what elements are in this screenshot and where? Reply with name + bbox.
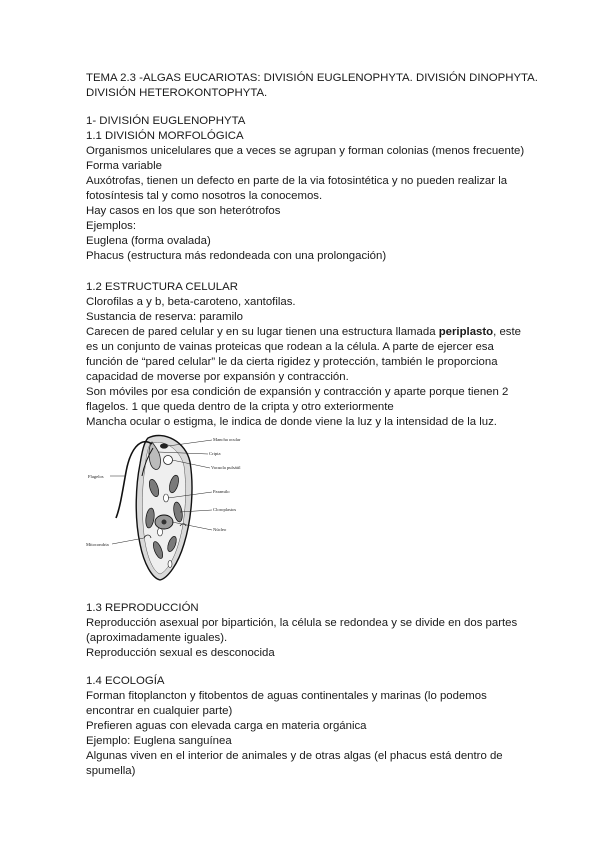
section-reproduccion	[86, 601, 526, 661]
paragraph-line: Forman fitoplancton y fitobentos de aguas continentales y marinas (lo podemos	[86, 690, 487, 702]
paragraph-line	[86, 325, 526, 340]
paragraph-line: (aproximadamente iguales).	[86, 632, 228, 644]
paragraph-line: es un conjunto de vainas proteicas que rodean a la célula. A parte de ejercer esa	[86, 341, 494, 353]
bold-term: periplasto	[438, 326, 494, 338]
label-nucleo: Núcleo	[213, 527, 227, 532]
paragraph-line: Ejemplo: Euglena sanguínea	[86, 735, 232, 747]
euglena-illustration	[86, 426, 264, 584]
subsection-heading: 1.2 ESTRUCTURA CELULAR	[86, 281, 238, 293]
paragraph-line: fotosíntesis tal y como nosotros la conocemos.	[86, 190, 323, 202]
paramilo	[168, 561, 172, 568]
paragraph-line: Sustancia de reserva: paramilo	[86, 311, 244, 323]
label-mancha-ocular: Mancha ocular	[213, 437, 241, 442]
section-ecologia	[86, 674, 526, 779]
paragraph-line: función de “pared celular” le da cierta rigidez y protección, también le proporciona	[86, 356, 498, 368]
subsection-heading: 1.4 ECOLOGÍA	[86, 675, 165, 687]
paragraph-line: Ejemplos:	[86, 220, 137, 232]
label-flagelos: Flagelos	[88, 474, 104, 479]
section-heading: 1- DIVISIÓN EUGLENOPHYTA	[86, 115, 246, 127]
paragraph-line: Forma variable	[86, 160, 162, 172]
paragraph-line: Reproducción asexual por bipartición, la célula se redondea y se divide en dos partes	[86, 617, 518, 629]
paragraph-line: Phacus (estructura más redondeada con una prolongación)	[86, 250, 387, 262]
paragraph-line: Prefieren aguas con elevada carga en materia orgánica	[86, 720, 367, 732]
title-line-2: DIVISIÓN HETEROKONTOPHYTA.	[86, 87, 268, 99]
paramilo	[164, 494, 169, 502]
text-run: , este	[493, 326, 521, 338]
paragraph-line: flagelos. 1 que queda dentro de la cripta y otro exteriormente	[86, 401, 394, 413]
section-euglenophyta	[86, 114, 526, 264]
paragraph-line: Reproducción sexual es desconocida	[86, 647, 275, 659]
vacuola-pulsatil	[164, 456, 173, 465]
nucleolo	[162, 520, 167, 525]
paragraph-line: encontrar en cualquier parte)	[86, 705, 233, 717]
subsection-heading: 1.1 DIVISIÓN MORFOLÓGICA	[86, 130, 244, 142]
section-estructura-celular	[86, 280, 526, 430]
paragraph-line: Auxótrofas, tienen un defecto en parte de la via fotosintética y no pueden realizar la	[86, 175, 508, 187]
subsection-heading: 1.3 REPRODUCCIÓN	[86, 602, 199, 614]
document-title	[86, 71, 538, 101]
mancha-ocular	[160, 443, 168, 448]
paragraph-line: Algunas viven en el interior de animales y de otras algas (el phacus está dentro de	[86, 750, 503, 762]
label-cripta: Cripta	[209, 451, 221, 456]
paragraph-line: spumella)	[86, 765, 136, 777]
paragraph-line: capacidad de moverse por expansión y contracción.	[86, 371, 349, 383]
label-paramilo: Paramilo	[213, 489, 230, 494]
euglena-diagram	[86, 426, 264, 584]
label-mitocondria: Mitocondria	[86, 542, 109, 547]
paragraph-line: Organismos unicelulares que a veces se agrupan y forman colonias (menos frecuente)	[86, 145, 525, 157]
label-cloroplastos: Cloroplastos	[213, 507, 237, 512]
text-run: Carecen de pared celular y en su lugar tienen una estructura llamada	[86, 326, 439, 338]
label-vacuola: Vacuola pulsátil	[211, 465, 241, 470]
paragraph-line: Euglena (forma ovalada)	[86, 235, 211, 247]
paragraph-line: Son móviles por esa condición de expansión y contracción y aparte porque tienen 2	[86, 386, 509, 398]
paragraph-line: Hay casos en los que son heterótrofos	[86, 205, 281, 217]
paragraph-line: Mancha ocular o estigma, le indica de donde viene la luz y la intensidad de la luz.	[86, 416, 497, 428]
title-line-1: TEMA 2.3 -ALGAS EUCARIOTAS: DIVISIÓN EUGLENOPHYTA. DIVISIÓN DINOPHYTA.	[86, 72, 538, 84]
paragraph-line: Clorofilas a y b, beta-caroteno, xantofilas.	[86, 296, 296, 308]
